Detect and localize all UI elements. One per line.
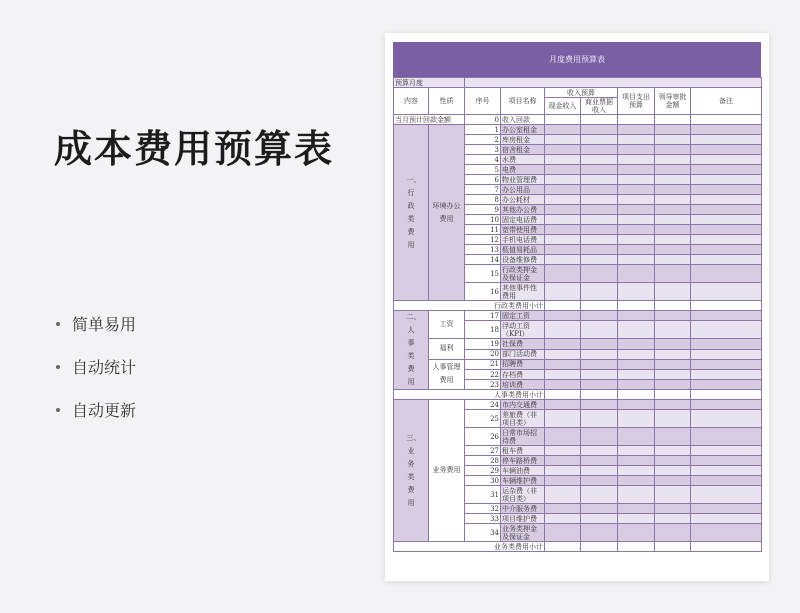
row-seq: 21 <box>465 359 501 370</box>
header-row <box>394 88 762 98</box>
header-item-name: 项目名称 <box>501 88 545 115</box>
subtotal-row <box>394 390 762 400</box>
row-item-name: 中介服务费 <box>501 504 545 514</box>
prior-income-label: 当月预计回款金额 <box>394 115 465 125</box>
row-item-name: 浮动工资（KPI） <box>501 321 545 339</box>
category-label: 二、人事类费用 <box>394 311 429 390</box>
row-seq: 27 <box>465 446 501 456</box>
table-row <box>394 400 762 410</box>
nature-label: 业务费用 <box>429 400 465 542</box>
row-item-name: 社保费 <box>501 339 545 350</box>
header-remark: 备注 <box>691 88 762 115</box>
row-item-name: 宽带使用费 <box>501 225 545 235</box>
row-seq: 7 <box>465 185 501 195</box>
row-item-name: 培训费 <box>501 380 545 390</box>
row-item-name: 物业管理费 <box>501 175 545 185</box>
header-seq: 序号 <box>465 88 501 115</box>
row-seq: 28 <box>465 456 501 466</box>
row-item-name: 车辆维护费 <box>501 476 545 486</box>
row-seq: 10 <box>465 215 501 225</box>
row-item-name: 市内交通费 <box>501 400 545 410</box>
row-item-name: 其他事件性费用 <box>501 283 545 301</box>
row-item-name: 其他办公费 <box>501 205 545 215</box>
row-item-name: 水费 <box>501 155 545 165</box>
row-seq: 3 <box>465 145 501 155</box>
row-item-name: 办公耗材 <box>501 195 545 205</box>
prior-income-row: 当月预计回款金额 0 收入回款 <box>394 115 762 125</box>
header-approval: 领导审批金额 <box>655 88 691 115</box>
row-seq: 24 <box>465 400 501 410</box>
row-item-name: 业务类押金及保证金 <box>501 524 545 542</box>
budget-month-label: 预算月度 <box>394 78 465 88</box>
header-nature: 性质 <box>429 88 465 115</box>
bullet-dot-icon <box>56 365 60 369</box>
row-seq: 25 <box>465 410 501 428</box>
row-item-name: 宿舍租金 <box>501 145 545 155</box>
row-item-name: 车辆油费 <box>501 466 545 476</box>
row-seq: 13 <box>465 245 501 255</box>
bullet-dot-icon <box>56 408 60 412</box>
table-row <box>394 359 762 370</box>
row-seq: 18 <box>465 321 501 339</box>
row-seq: 12 <box>465 235 501 245</box>
nature-label: 环境办公费用 <box>429 125 465 301</box>
header-income-budget: 收入预算 <box>545 88 618 98</box>
header-cash-income: 现金收入 <box>545 98 581 115</box>
row-seq: 29 <box>465 466 501 476</box>
table-row <box>394 125 762 135</box>
row-seq: 1 <box>465 125 501 135</box>
row-seq: 14 <box>465 255 501 265</box>
feature-item: 简单易用 <box>56 314 136 357</box>
row-seq: 5 <box>465 165 501 175</box>
row-item-name: 招聘费 <box>501 359 545 370</box>
header-content: 内容 <box>394 88 429 115</box>
table-row <box>394 311 762 321</box>
row-item-name: 运杂费（非项目类） <box>501 486 545 504</box>
row-item-name: 设备维修费 <box>501 255 545 265</box>
row-seq: 32 <box>465 504 501 514</box>
category-label: 一、行政类费用 <box>394 125 429 301</box>
row-seq: 8 <box>465 195 501 205</box>
subtotal-row <box>394 301 762 311</box>
row-item-name: 固定电话费 <box>501 215 545 225</box>
row-item-name: 库房租金 <box>501 135 545 145</box>
nature-label: 工资 <box>429 311 465 339</box>
row-seq: 31 <box>465 486 501 504</box>
budget-table <box>393 77 762 552</box>
row-item-name: 固定工资 <box>501 311 545 321</box>
feature-list <box>56 314 136 443</box>
subtotal-label: 行政类费用小计 <box>394 301 545 311</box>
row-item-name: 部门活动费 <box>501 349 545 359</box>
row-item-name: 存档费 <box>501 370 545 380</box>
budget-month-row <box>394 78 762 88</box>
row-item-name: 停车路桥费 <box>501 456 545 466</box>
row-seq: 17 <box>465 311 501 321</box>
header-bill-income: 商业票据收入 <box>581 98 618 115</box>
row-seq: 9 <box>465 205 501 215</box>
row-seq: 11 <box>465 225 501 235</box>
row-seq: 20 <box>465 349 501 359</box>
row-seq: 16 <box>465 283 501 301</box>
subtotal-row <box>394 542 762 552</box>
row-seq: 34 <box>465 524 501 542</box>
bullet-dot-icon <box>56 322 60 326</box>
row-seq: 22 <box>465 370 501 380</box>
row-seq: 33 <box>465 514 501 524</box>
row-item-name: 办公用品 <box>501 185 545 195</box>
nature-label: 福利 <box>429 339 465 360</box>
row-item-name: 手机电话费 <box>501 235 545 245</box>
row-seq: 15 <box>465 265 501 283</box>
feature-item: 自动更新 <box>56 400 136 443</box>
row-seq: 30 <box>465 476 501 486</box>
row-seq: 26 <box>465 428 501 446</box>
category-label: 三、业务类费用 <box>394 400 429 542</box>
spreadsheet-preview <box>385 33 769 581</box>
sheet-title: 月度费用预算表 <box>393 42 761 77</box>
row-seq: 19 <box>465 339 501 350</box>
nature-label: 人事管理费用 <box>429 359 465 390</box>
row-seq: 4 <box>465 155 501 165</box>
subtotal-label: 人事类费用小计 <box>394 390 545 400</box>
row-item-name: 低值易耗品 <box>501 245 545 255</box>
subtotal-label: 业务类费用小计 <box>394 542 545 552</box>
row-seq: 6 <box>465 175 501 185</box>
table-row <box>394 339 762 350</box>
row-item-name: 办公室租金 <box>501 125 545 135</box>
feature-item: 自动统计 <box>56 357 136 400</box>
row-item-name: 行政类押金及保证金 <box>501 265 545 283</box>
header-expense-budget: 项目支出预算 <box>618 88 655 115</box>
row-seq: 23 <box>465 380 501 390</box>
row-item-name: 项目维护费 <box>501 514 545 524</box>
row-item-name: 租车费 <box>501 446 545 456</box>
row-item-name: 日常市场招待费 <box>501 428 545 446</box>
page-title: 成本费用预算表 <box>54 127 335 171</box>
row-item-name: 电费 <box>501 165 545 175</box>
row-seq: 2 <box>465 135 501 145</box>
row-item-name: 差旅费（非项目类） <box>501 410 545 428</box>
